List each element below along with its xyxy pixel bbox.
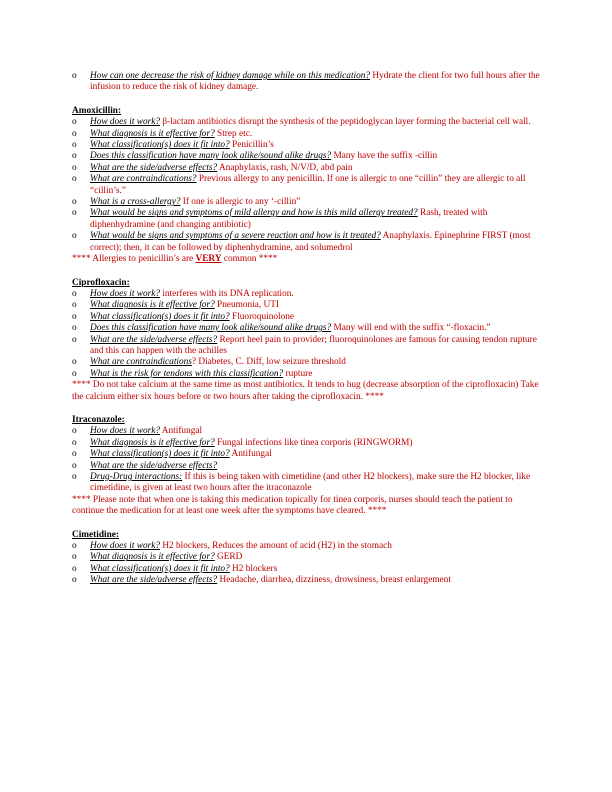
list-item: [72, 438, 542, 449]
bullet-icon: o: [72, 174, 77, 185]
bullet-icon: o: [72, 552, 77, 563]
note-prefix: **** Allergies to penicillin’s are: [72, 254, 196, 265]
question-text: How does it work?: [90, 426, 160, 437]
list-item: [72, 369, 542, 380]
list-item: [72, 163, 542, 174]
bullet-icon: o: [72, 449, 77, 460]
question-text: What is the risk for tendons with this classification?: [90, 368, 284, 379]
answer-text: Antifungal: [229, 449, 272, 460]
question-text: What are contraindications?: [90, 174, 197, 185]
answer-text: Fungal infections like tinea corporis (RINGWORM): [214, 437, 413, 448]
answer-text: GERD: [214, 552, 243, 563]
list-item: [72, 174, 542, 197]
list-item: [72, 426, 542, 437]
bullet-icon: o: [72, 575, 77, 586]
bullet-icon: o: [72, 231, 77, 242]
answer-text: ? Diabetes, C. Diff, low seizure threshold: [191, 357, 346, 368]
answer-text: Antifungal: [160, 426, 203, 437]
answer-text: β-lactam antibiotics disrupt the synthesis of the peptidoglycan layer forming the bacterial cell wall.: [160, 117, 531, 128]
answer-text: Anaphylaxis, rash, N/V/D, abd pain: [217, 162, 353, 173]
section-ciprofloxacin: [72, 278, 542, 403]
bullet-icon: o: [72, 140, 77, 151]
question-text: What diagnosis is it effective for?: [90, 552, 215, 563]
list-item: [72, 151, 542, 162]
bullet-icon: o: [72, 311, 77, 322]
bullet-icon: o: [72, 426, 77, 437]
bullet-icon: o: [72, 162, 77, 173]
answer-text: Headache, diarrhea, dizziness, drowsiness, breast enlargement: [217, 575, 451, 586]
question-text: What classification(s) does it fit into?: [90, 449, 230, 460]
question-text: What diagnosis is it effective for?: [90, 437, 215, 448]
answer-text: Penicillin’s: [229, 140, 274, 151]
bullet-icon: o: [72, 357, 77, 368]
question-text: What would be signs and symptoms of mild allergy and how is this mild allergy treated?: [90, 208, 418, 219]
answer-text: Fluoroquinolone: [229, 311, 295, 322]
section-cimetidine: [72, 530, 542, 587]
bullet-icon: o: [72, 460, 77, 471]
question-text: What diagnosis is it effective for?: [90, 300, 215, 311]
document-content: [72, 71, 542, 587]
bullet-icon: o: [72, 288, 77, 299]
list-item: [72, 335, 542, 358]
answer-text: Rash, treated with diphenhydramine (and changing antibiotic): [90, 208, 488, 230]
question-text: What are the side/adverse effects?: [90, 575, 218, 586]
question-text: What diagnosis is it effective for?: [90, 128, 215, 139]
answer-text: H2 blockers, Reduces the amount of acid (H2) in the stomach: [160, 541, 392, 552]
list-item: [72, 289, 542, 300]
bullet-icon: o: [72, 117, 77, 128]
question-text: What classification(s) does it fit into?: [90, 140, 230, 151]
bullet-icon: o: [72, 197, 77, 208]
list-item: [72, 564, 542, 575]
answer-text: Hydrate the client for two full hours after the infusion to reduce the risk of kidney damage.: [90, 71, 540, 93]
answer-text: Report heel pain to provider; fluoroquinolones are famous for causing tendon rupture and this can happen with the achilles: [90, 334, 537, 356]
bullet-icon: o: [72, 541, 77, 552]
list-item: [72, 208, 542, 231]
question-text: Does this classification have many look alike/sound alike drugs?: [90, 323, 332, 334]
item-list: [72, 289, 542, 380]
bullet-icon: o: [72, 151, 77, 162]
bullet-icon: o: [72, 71, 77, 81]
item-list: [72, 117, 542, 254]
list-item: [72, 461, 542, 472]
list-item: [72, 449, 542, 460]
list-item: [72, 117, 542, 128]
list-item: [72, 231, 542, 254]
item-list: [72, 426, 542, 494]
answer-text: rupture: [283, 368, 313, 379]
answer-text: If one is allergic to any ‘-cillin”: [180, 197, 301, 208]
bullet-icon: o: [72, 334, 77, 345]
answer-text: H2 blockers: [229, 563, 278, 574]
answer-text: Many will end with the suffix “-floxacin.”: [331, 323, 491, 334]
question-text: How can one decrease the risk of kidney damage while on this medication?: [90, 71, 371, 81]
list-item: [72, 541, 542, 552]
note-text: [72, 254, 542, 265]
section-heading: Itraconazole:: [72, 414, 125, 425]
answer-text: Pneumonia, UTI: [214, 300, 280, 311]
bullet-icon: o: [72, 323, 77, 334]
bullet-icon: o: [72, 368, 77, 379]
bullet-icon: o: [72, 437, 77, 448]
answer-text: If this is being taken with cimetidine (and other H2 blockers), make sure the H2 blocker, like cimetidine, is given at least two hours after the itraconazole: [90, 472, 531, 494]
question-text: What are the side/adverse effects?: [90, 162, 218, 173]
question-text: What are the side/adverse effects?: [90, 460, 218, 471]
list-item: [72, 140, 542, 151]
list-item: [72, 575, 542, 586]
list-item: [72, 197, 542, 208]
list-item: [72, 312, 542, 323]
bullet-icon: o: [72, 563, 77, 574]
note-text: **** Do not take calcium at the same time as most antibiotics. It tends to hug (decrease absorption of the ciprofloxacin) Take the calcium either six hours before or two hours after taking the ciprofloxacin. ****: [72, 380, 539, 402]
bullet-icon: o: [72, 128, 77, 139]
question-text: What classification(s) does it fit into?: [90, 563, 230, 574]
list-item: [72, 71, 542, 94]
question-text: What is a cross-allergy?: [90, 197, 181, 208]
note-text: **** Please note that when one is taking this medication topically for tinea corporis, nurses should teach the patient to continue the medication for at least one week after the symptoms have cleared. ****: [72, 494, 513, 517]
list-item: [72, 357, 542, 368]
answer-text: Many have the suffix -cillin: [331, 151, 438, 162]
bullet-icon: o: [72, 300, 77, 311]
question-text: What are the side/adverse effects?: [90, 334, 218, 345]
section-heading: Ciprofloxacin:: [72, 277, 130, 288]
section-heading: Amoxicillin:: [72, 105, 122, 116]
answer-text: Previous allergy to any penicillin. If one is allergic to one “cillin” they are allergic to all “cillin’s.”: [90, 174, 526, 196]
list-item: [72, 472, 542, 495]
item-list: [72, 541, 542, 587]
list-item: [72, 300, 542, 311]
question-text: What are contraindications: [90, 357, 192, 368]
note-suffix: common ****: [221, 254, 278, 265]
question-text: How does it work?: [90, 117, 160, 128]
answer-text: interferes with its DNA replication.: [160, 288, 294, 299]
question-text: What would be signs and symptoms of a severe reaction and how is it treated?: [90, 231, 381, 242]
question-text: What classification(s) does it fit into?: [90, 311, 230, 322]
bullet-icon: o: [72, 472, 77, 482]
section-heading: Cimetidine:: [72, 529, 119, 540]
list-item: [72, 552, 542, 563]
question-text: How does it work?: [90, 541, 160, 552]
list-item: [72, 323, 542, 334]
list-item: [72, 129, 542, 140]
answer-text: Anaphylaxis. Epinephrine FIRST (most correct); then, it can be followed by diphenhydramine, and solumedrol: [90, 231, 531, 253]
answer-text: Strep etc.: [214, 128, 253, 139]
question-text: How does it work?: [90, 288, 160, 299]
question-text: Does this classification have many look alike/sound alike drugs?: [90, 151, 332, 162]
section-itraconazole: [72, 415, 542, 518]
bullet-icon: o: [72, 208, 77, 219]
section-amoxicillin: [72, 106, 542, 266]
note-emphasis: VERY: [195, 254, 222, 265]
question-text: Drug-Drug interactions:: [90, 472, 183, 482]
